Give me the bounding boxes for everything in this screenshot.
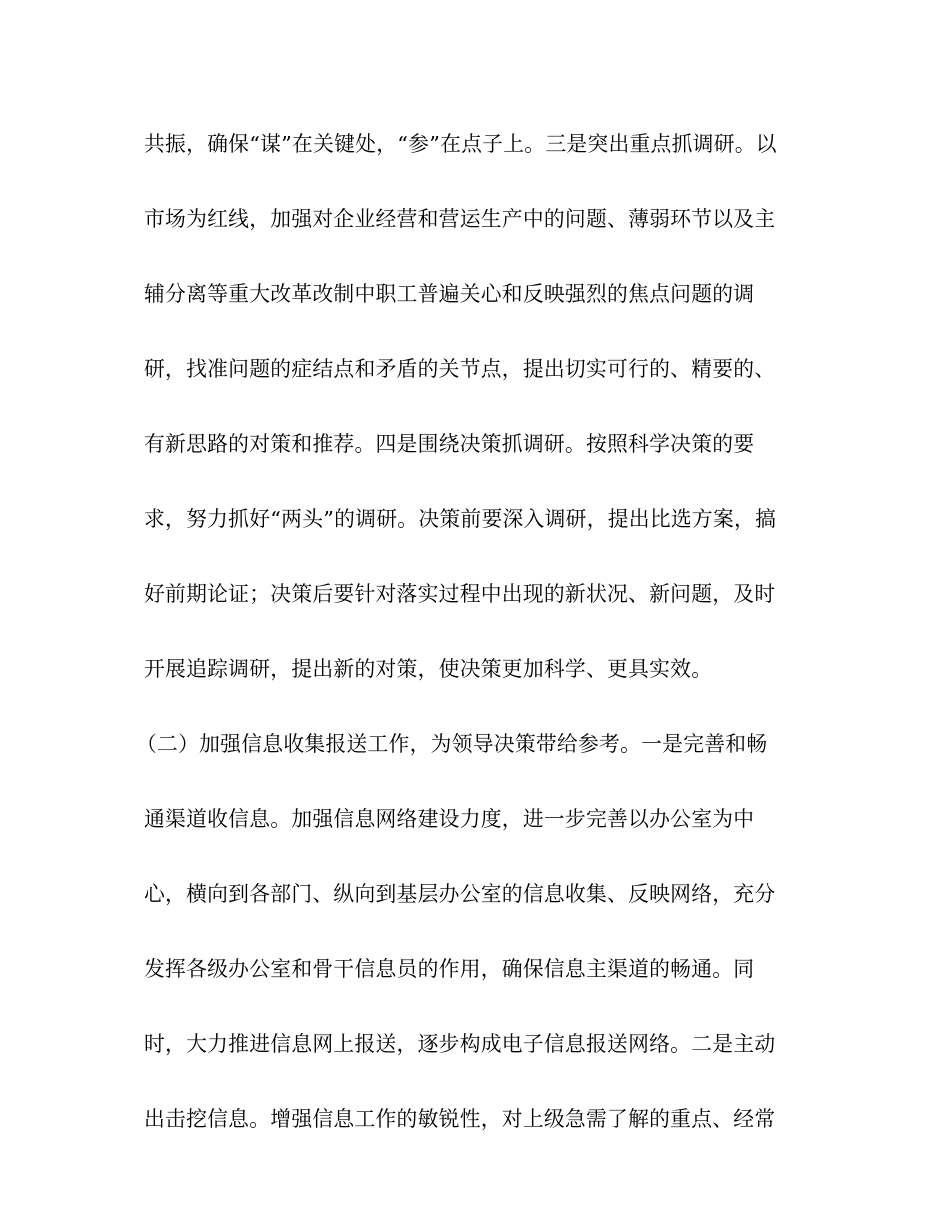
text-line-4: 研，找准问题的症结点和矛盾的关节点，提出切实可行的、精要的、 — [144, 357, 776, 381]
text-line-5: 有新思路的对策和推荐。四是围绕决策抓调研。按照科学决策的要 — [144, 432, 755, 456]
text-line-13: 时，大力推进信息网上报送，逐步构成电子信息报送网络。二是主动 — [144, 1032, 776, 1056]
text-line-1: 共振，确保“谋”在关键处，“参”在点子上。三是突出重点抓调研。以 — [144, 132, 777, 156]
text-line-2: 市场为红线，加强对企业经营和营运生产中的问题、薄弱环节以及主 — [144, 207, 776, 231]
body-text — [136, 124, 808, 1174]
text-line-8: 开展追踪调研，提出新的对策，使决策更加科学、更具实效。 — [144, 657, 713, 681]
text-line-7: 好前期论证；决策后要针对落实过程中出现的新状况、新问题，及时 — [144, 582, 776, 606]
text-line-14: 出击挖信息。增强信息工作的敏锐性，对上级急需了解的重点、经常 — [144, 1107, 776, 1131]
text-line-11: 心，横向到各部门、纵向到基层办公室的信息收集、反映网络，充分 — [144, 882, 776, 906]
text-line-3: 辅分离等重大改革改制中职工普遍关心和反映强烈的焦点问题的调 — [144, 282, 755, 306]
section-heading-line: （二）加强信息收集报送工作，为领导决策带给参考。一是完善和畅 — [136, 732, 768, 756]
text-line-10: 通渠道收信息。加强信息网络建设力度，进一步完善以办公室为中 — [144, 807, 755, 831]
text-line-12: 发挥各级办公室和骨干信息员的作用，确保信息主渠道的畅通。同 — [144, 957, 755, 981]
text-line-6: 求，努力抓好“两头”的调研。决策前要深入调研，提出比选方案，搞 — [144, 507, 777, 531]
